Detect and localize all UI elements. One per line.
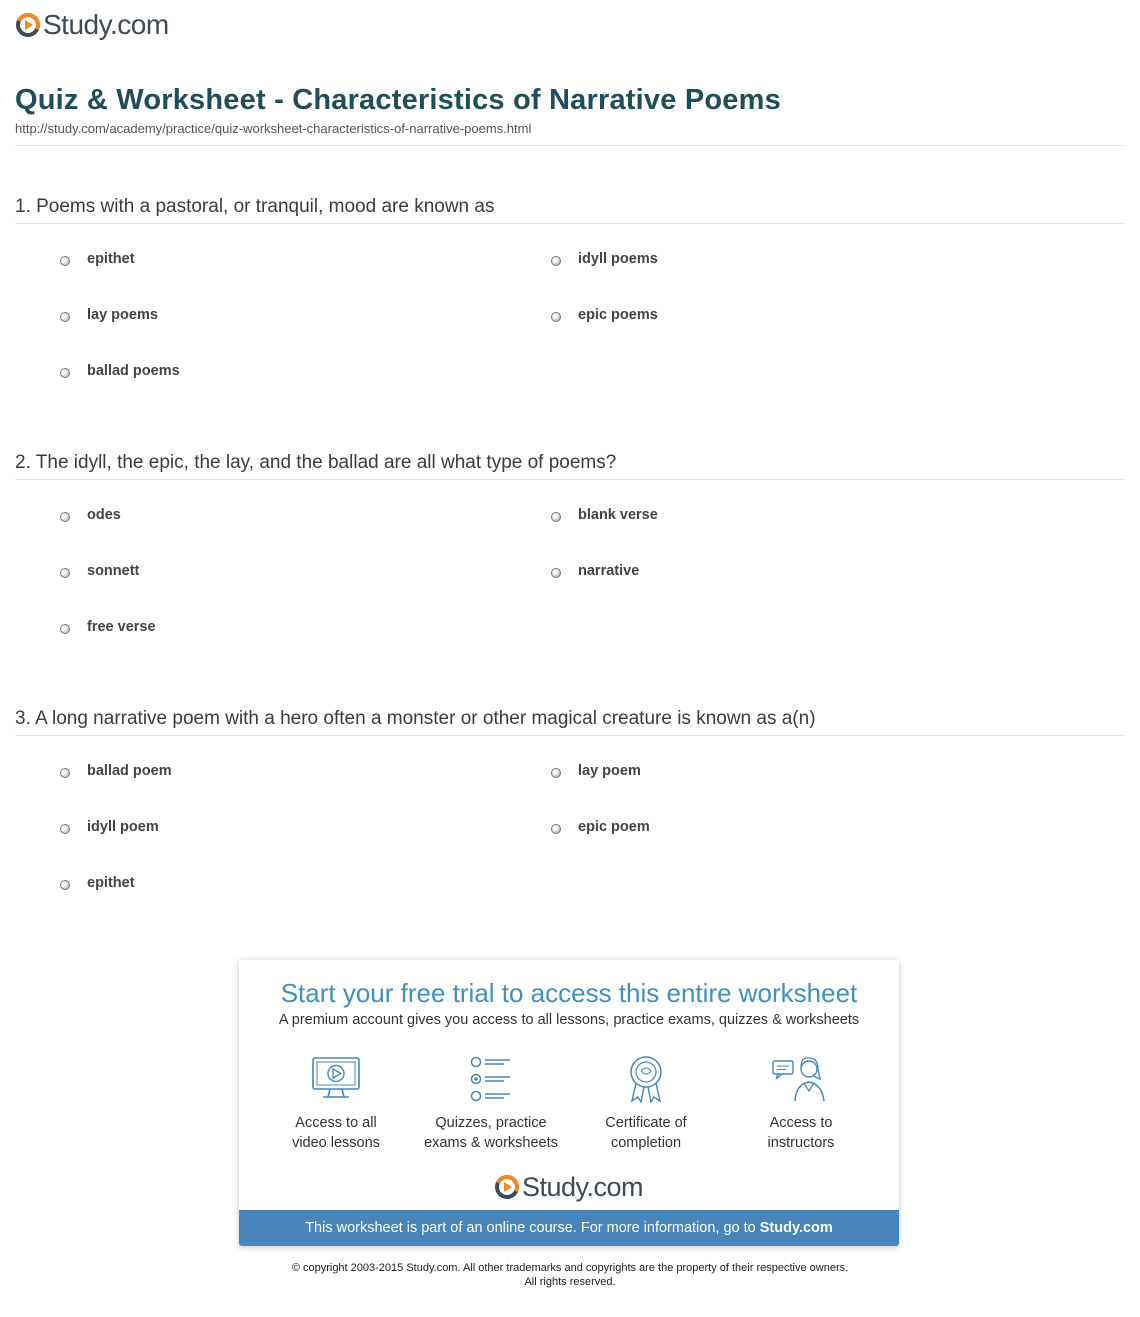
- page-title: Quiz & Worksheet - Characteristics of Narrative Poems: [15, 84, 781, 116]
- logo-text: Study.com: [43, 9, 169, 40]
- study-logo-icon: [16, 13, 40, 37]
- radio-button-icon[interactable]: [551, 568, 561, 578]
- feature-label-line1: Access to all: [295, 1115, 377, 1131]
- promo-bar-text: This worksheet is part of an online course. For more information, go to: [305, 1220, 760, 1236]
- question-1: [15, 194, 1125, 414]
- radio-button-icon[interactable]: [551, 824, 561, 834]
- radio-button-icon[interactable]: [60, 880, 70, 890]
- answer-option[interactable]: [551, 761, 641, 781]
- radio-button-icon[interactable]: [60, 768, 70, 778]
- option-label: epithet: [87, 875, 135, 891]
- answer-option[interactable]: [60, 561, 139, 581]
- option-label: free verse: [87, 619, 156, 635]
- feature-label-line1: Certificate of: [605, 1115, 687, 1131]
- answer-option[interactable]: [60, 761, 172, 781]
- question-text: 2. The idyll, the epic, the lay, and the ballad are all what type of poems?: [15, 452, 617, 473]
- radio-button-icon[interactable]: [60, 624, 70, 634]
- study-logo[interactable]: [16, 10, 169, 40]
- option-label: epic poems: [578, 307, 658, 323]
- radio-button-icon[interactable]: [60, 256, 70, 266]
- radio-button-icon[interactable]: [551, 312, 561, 322]
- answer-option[interactable]: [551, 505, 658, 525]
- option-label: ballad poems: [87, 363, 180, 379]
- feature-label-line2: video lessons: [292, 1135, 380, 1151]
- feature-instructors: [721, 1055, 881, 1153]
- copyright-footer: [0, 1261, 1140, 1289]
- question-2: [15, 450, 1125, 670]
- video-monitor-icon: [311, 1055, 361, 1103]
- promo-logo-text: Study.com: [521, 1172, 644, 1202]
- feature-label-line2: completion: [610, 1135, 682, 1151]
- option-label: narrative: [578, 563, 640, 579]
- radio-button-icon[interactable]: [551, 512, 561, 522]
- question-text: 3. A long narrative poem with a hero often a monster or other magical creature is known as a(n): [15, 708, 816, 729]
- answer-option[interactable]: [551, 561, 639, 581]
- question-text: 1. Poems with a pastoral, or tranquil, mood are known as: [15, 196, 495, 217]
- question-divider: [15, 479, 1125, 480]
- radio-button-icon[interactable]: [551, 256, 561, 266]
- answer-option[interactable]: [60, 817, 159, 837]
- feature-label-line2: exams & worksheets: [424, 1135, 558, 1151]
- answer-option[interactable]: [60, 249, 135, 269]
- answer-option[interactable]: [60, 617, 156, 637]
- instructor-chat-icon: [771, 1055, 831, 1103]
- option-label: odes: [87, 507, 121, 523]
- checklist-icon: [466, 1055, 516, 1103]
- copyright-line-2: All rights reserved.: [524, 1276, 616, 1288]
- option-label: sonnett: [87, 563, 140, 579]
- certificate-ribbon-icon: [621, 1055, 671, 1103]
- feature-label-line1: Access to: [769, 1115, 833, 1131]
- answer-option[interactable]: [60, 305, 158, 325]
- option-label: blank verse: [578, 507, 658, 523]
- promo-headline[interactable]: Start your free trial to access this entire worksheet: [280, 978, 858, 1008]
- option-label: epithet: [87, 251, 135, 267]
- option-label: idyll poem: [87, 819, 159, 835]
- feature-quizzes: [411, 1055, 571, 1153]
- answer-option[interactable]: [551, 249, 658, 269]
- option-label: lay poem: [578, 763, 641, 779]
- study-logo-icon: [495, 1175, 519, 1199]
- option-label: lay poems: [87, 307, 158, 323]
- answer-option[interactable]: [60, 361, 180, 381]
- radio-button-icon[interactable]: [60, 368, 70, 378]
- promo-info-bar: [239, 1210, 899, 1246]
- promo-bar-link[interactable]: Study.com: [759, 1220, 833, 1236]
- page-url: http://study.com/academy/practice/quiz-worksheet-characteristics-of-narrative-poems.html: [15, 121, 532, 136]
- promo-study-logo[interactable]: [239, 1172, 899, 1202]
- feature-video-lessons: [256, 1055, 416, 1153]
- feature-label-line2: instructors: [767, 1135, 835, 1151]
- free-trial-promo[interactable]: [239, 960, 899, 1246]
- radio-button-icon[interactable]: [60, 512, 70, 522]
- answer-option[interactable]: [60, 505, 121, 525]
- radio-button-icon[interactable]: [60, 568, 70, 578]
- promo-subline: A premium account gives you access to all lessons, practice exams, quizzes & worksheets: [278, 1012, 860, 1028]
- option-label: epic poem: [578, 819, 650, 835]
- question-divider: [15, 735, 1125, 736]
- radio-button-icon[interactable]: [60, 824, 70, 834]
- option-label: idyll poems: [578, 251, 658, 267]
- header-divider: [15, 145, 1125, 146]
- feature-label-line1: Quizzes, practice: [435, 1115, 547, 1131]
- feature-certificate: [566, 1055, 726, 1153]
- question-3: [15, 706, 1125, 926]
- radio-button-icon[interactable]: [60, 312, 70, 322]
- answer-option[interactable]: [551, 817, 650, 837]
- radio-button-icon[interactable]: [551, 768, 561, 778]
- answer-option[interactable]: [60, 873, 135, 893]
- answer-option[interactable]: [551, 305, 658, 325]
- option-label: ballad poem: [87, 763, 172, 779]
- question-divider: [15, 223, 1125, 224]
- copyright-line-1: © copyright 2003-2015 Study.com. All other trademarks and copyrights are the property of their respective owners.: [291, 1262, 849, 1274]
